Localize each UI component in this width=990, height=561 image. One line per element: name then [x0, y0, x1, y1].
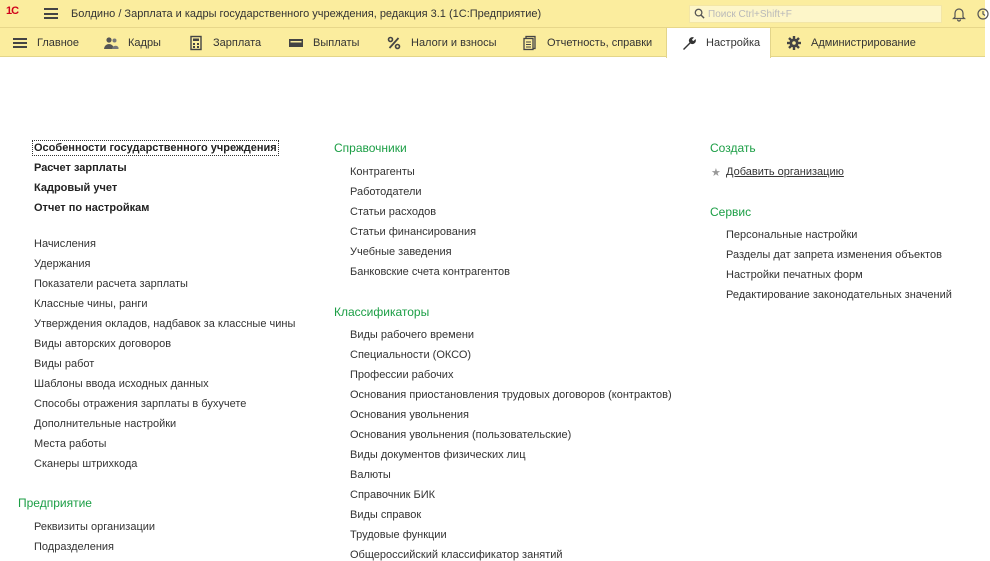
global-search[interactable] [689, 5, 942, 23]
link-financing-items[interactable]: Статьи финансирования [350, 226, 477, 238]
link-expense-items[interactable]: Статьи расходов [350, 206, 437, 218]
link-payroll-indicators[interactable]: Показатели расчета зарплаты [34, 278, 188, 290]
link-id-document-types[interactable]: Виды документов физических лиц [350, 449, 526, 461]
link-educational-institutions[interactable]: Учебные заведения [350, 246, 452, 258]
gear-icon [786, 35, 802, 51]
group-title-create: Создать [710, 141, 756, 155]
link-work-time-types[interactable]: Виды рабочего времени [350, 329, 475, 341]
menu-icon [12, 35, 28, 51]
section-main[interactable]: Главное [12, 28, 79, 57]
document-icon [522, 35, 538, 51]
link-class-ranks[interactable]: Классные чины, ранги [34, 298, 148, 310]
link-salary-approvals[interactable]: Утверждения окладов, надбавок за классные чины [34, 318, 296, 330]
sections-panel [0, 28, 985, 57]
wallet-icon [288, 35, 304, 51]
section-salary[interactable]: Зарплата [188, 28, 261, 57]
link-dismissal-grounds[interactable]: Основания увольнения [350, 409, 469, 421]
bell-icon[interactable] [952, 6, 966, 22]
link-specialties[interactable]: Специальности (ОКСО) [350, 349, 472, 361]
link-currencies[interactable]: Валюты [350, 469, 391, 481]
link-bank-accounts[interactable]: Банковские счета контрагентов [350, 266, 511, 278]
link-additional-settings[interactable]: Дополнительные настройки [34, 418, 177, 430]
link-suspension-grounds[interactable]: Основания приостановления трудовых договоров (контрактов) [350, 389, 672, 401]
calculator-icon [188, 35, 204, 51]
group-title-service: Сервис [710, 205, 752, 219]
link-personal-settings[interactable]: Персональные настройки [726, 229, 858, 241]
section-reports[interactable]: Отчетность, справки [522, 28, 652, 57]
link-legislative-values[interactable]: Редактирование законодательных значений [726, 289, 952, 301]
section-hr[interactable]: Кадры [103, 28, 161, 57]
history-icon[interactable] [976, 6, 990, 22]
link-workplaces[interactable]: Места работы [34, 438, 107, 450]
link-certificate-types[interactable]: Виды справок [350, 509, 422, 521]
link-labor-functions[interactable]: Трудовые функции [350, 529, 447, 541]
group-title-enterprise: Предприятие [18, 496, 92, 510]
group-title-classifiers: Классификаторы [334, 305, 430, 319]
window-title: Болдино / Зарплата и кадры государственного учреждения, редакция 3.1 (1С:Предприятие) [71, 8, 542, 20]
search-input[interactable] [708, 7, 938, 21]
link-accounting-methods[interactable]: Способы отражения зарплаты в бухучете [34, 398, 247, 410]
link-print-form-settings[interactable]: Настройки печатных форм [726, 269, 863, 281]
link-bik-directory[interactable]: Справочник БИК [350, 489, 436, 501]
link-employers[interactable]: Работодатели [350, 186, 422, 198]
group-title-directories: Справочники [334, 141, 407, 155]
link-accruals[interactable]: Начисления [34, 238, 96, 250]
title-bar [0, 0, 985, 28]
section-administration[interactable]: Администрирование [786, 28, 916, 57]
link-gov-specifics[interactable]: Особенности государственного учреждения [34, 142, 277, 154]
link-org-details[interactable]: Реквизиты организации [34, 521, 156, 533]
link-payroll-calc[interactable]: Расчет зарплаты [34, 162, 127, 174]
section-taxes[interactable]: Налоги и взносы [386, 28, 497, 57]
link-work-types[interactable]: Виды работ [34, 358, 95, 370]
star-icon: ★ [711, 167, 721, 179]
search-icon [694, 8, 705, 19]
link-settings-report[interactable]: Отчет по настройкам [34, 202, 150, 214]
section-payments[interactable]: Выплаты [288, 28, 359, 57]
main-menu-icon[interactable] [44, 8, 58, 19]
link-add-organization[interactable]: Добавить организацию [726, 166, 844, 178]
percent-icon [386, 35, 402, 51]
link-author-contracts[interactable]: Виды авторских договоров [34, 338, 172, 350]
link-occupations-classifier[interactable]: Общероссийский классификатор занятий [350, 549, 563, 561]
link-change-ban-dates[interactable]: Разделы дат запрета изменения объектов [726, 249, 942, 261]
link-hr-accounting[interactable]: Кадровый учет [34, 182, 118, 194]
link-input-templates[interactable]: Шаблоны ввода исходных данных [34, 378, 209, 390]
link-deductions[interactable]: Удержания [34, 258, 91, 270]
link-dismissal-grounds-custom[interactable]: Основания увольнения (пользовательские) [350, 429, 572, 441]
people-icon [103, 35, 119, 51]
app-logo[interactable]: 1С [6, 5, 19, 17]
link-worker-professions[interactable]: Профессии рабочих [350, 369, 454, 381]
wrench-icon [681, 35, 697, 51]
link-counterparties[interactable]: Контрагенты [350, 166, 415, 178]
link-departments[interactable]: Подразделения [34, 541, 114, 553]
link-barcode-scanners[interactable]: Сканеры штрихкода [34, 458, 138, 470]
section-settings[interactable]: Настройка [666, 28, 771, 58]
